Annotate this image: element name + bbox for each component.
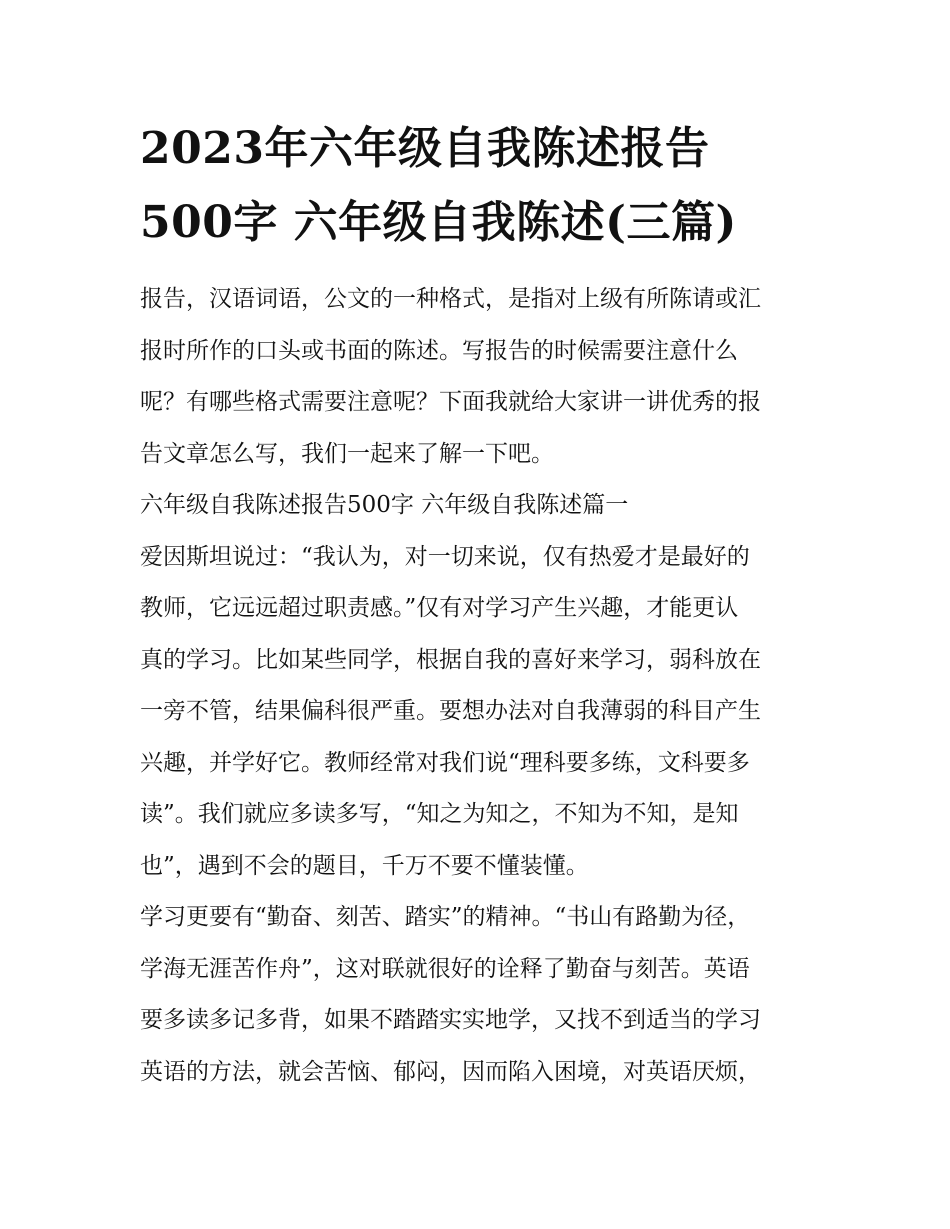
document-body — [140, 274, 830, 1098]
section-heading: 六年级自我陈述报告500字 六年级自我陈述篇一 — [140, 492, 629, 518]
body-line: 要多读多记多背，如果不踏踏实实地学，又找不到适当的学习 — [140, 1007, 761, 1033]
body-line: 读”。我们就应多读多写，“知之为知之，不知为不知，是知 — [140, 801, 739, 827]
body-line: 告文章怎么写，我们一起来了解一下吧。 — [140, 440, 554, 467]
body-line: 学海无涯苦作舟”，这对联就很好的诠释了勤奋与刻苦。英语 — [140, 955, 750, 982]
body-line: 一旁不管，结果偏科很严重。要想办法对自我薄弱的科目产生 — [140, 698, 761, 724]
body-line: 也”，遇到不会的题目，千万不要不懂装懂。 — [140, 852, 589, 879]
title-line-2: 500字 六年级自我陈述(三篇) — [140, 197, 737, 248]
body-line: 真的学习。比如某些同学，根据自我的喜好来学习，弱科放在 — [140, 646, 761, 673]
document-page — [140, 112, 830, 1098]
title-line-1: 2023年六年级自我陈述报告 — [140, 123, 710, 174]
body-line: 学习更要有“勤奋、刻苦、踏实”的精神。“书山有路勤为径， — [140, 904, 751, 930]
body-line: 报时所作的口头或书面的陈述。写报告的时候需要注意什么 — [140, 337, 738, 364]
body-line: 兴趣，并学好它。教师经常对我们说“理科要多练，文科要多 — [140, 749, 750, 776]
document-title — [140, 112, 830, 260]
body-line: 教师，它远远超过职责感。”仅有对学习产生兴趣，才能更认 — [140, 595, 739, 621]
body-line: 爱因斯坦说过：“我认为，对一切来说，仅有热爱才是最好的 — [140, 543, 750, 570]
body-line: 呢？有哪些格式需要注意呢？下面我就给大家讲一讲优秀的报 — [140, 389, 761, 415]
body-line: 报告，汉语词语，公文的一种格式，是指对上级有所陈请或汇 — [140, 286, 761, 312]
body-line: 英语的方法，就会苦恼、郁闷，因而陷入困境，对英语厌烦， — [140, 1058, 761, 1085]
